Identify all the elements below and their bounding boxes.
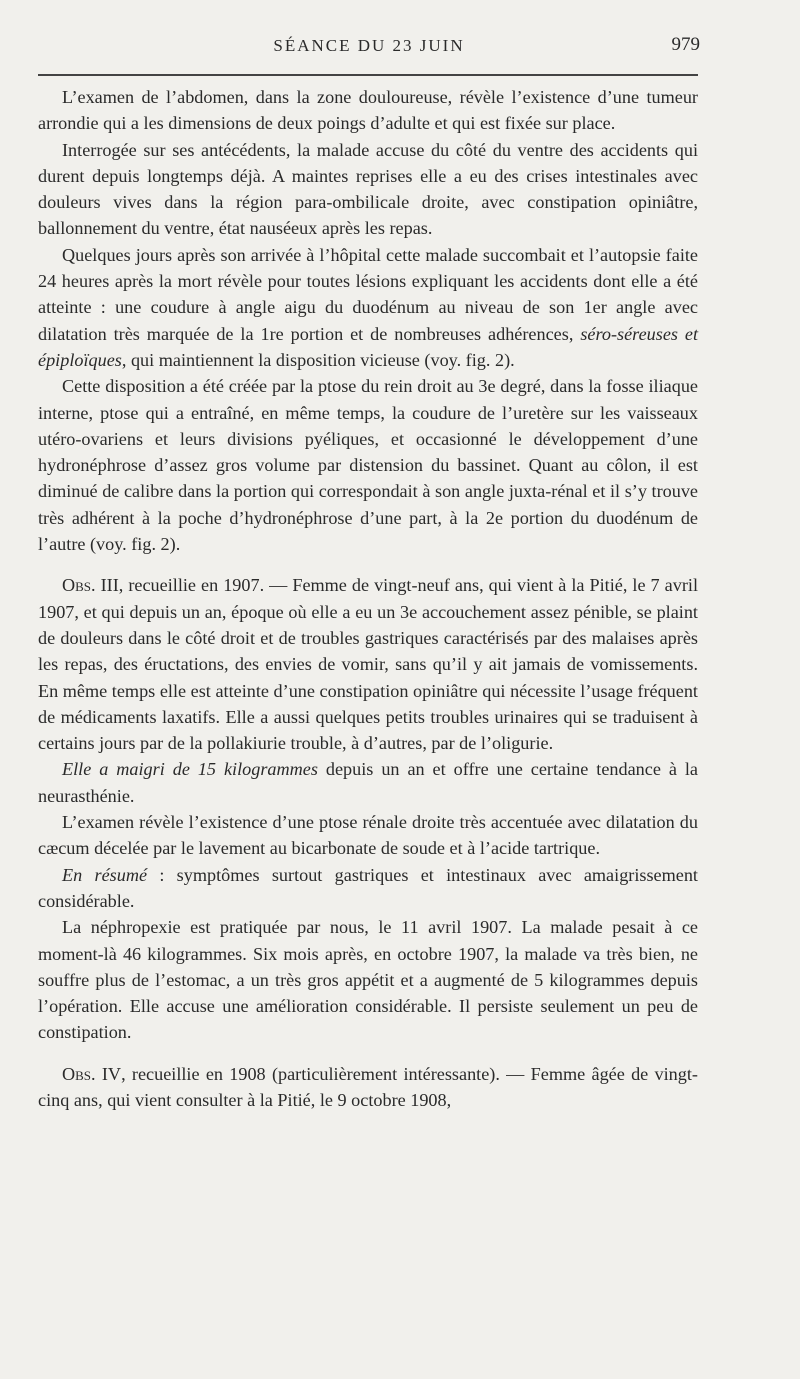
running-header (38, 32, 700, 62)
text-run: , recueillie en 1908 (particulièrement intéressante). — Femme âgée de vingt-cinq ans, qui vient consulter à la Pitié, le 9 octobre 1908, (38, 1063, 698, 1110)
body-text (38, 84, 698, 1113)
paragraph: Cette disposition a été créée par la ptose du rein droit au 3e degré, dans la fosse iliaque interne, ptose qui a entraîné, en même temps, la coudure de l’uretère sur les vaisseaux utéro-ovariens et leurs divisions pyéliques, et occasionné le développement d’une hydronéphrose d’assez gros volume par distension du bassinet. Quant au côlon, il est diminué de calibre dans la portion qui correspondait à son angle juxta-rénal et il s’y trouve très adhérent à la poche d’hydronéphrose d’une part, à la 2e portion du duodénum de l’autre (voy. fig. 2). (38, 376, 698, 555)
paragraph (38, 242, 698, 373)
paragraph: L’examen de l’abdomen, dans la zone douloureuse, révèle l’existence d’une tumeur arrondie qui a les dimensions de deux poings d’adulte et qui est fixée sur place. (38, 87, 698, 134)
header-title: SÉANCE DU 23 JUIN (273, 36, 465, 55)
italic-run: Elle a maigri de 15 kilogrammes (62, 759, 318, 780)
paragraph: La néphropexie est pratiquée par nous, le 11 avril 1907. La malade pesait à ce moment-là 46 kilogrammes. Six mois après, en octobre 1907, la malade va très bien, ne souffre plus de l’estomac, a un très gros appétit et a augmenté de 5 kilogrammes depuis l’opération. Elle accuse une amélioration considérable. Il persiste seulement un peu de constipation. (38, 917, 698, 1043)
paragraph (38, 756, 698, 809)
observation-label: Obs. IV (62, 1063, 122, 1084)
italic-run: séro-séreuses et épiploïques (38, 323, 699, 370)
text-run: , qui maintiennent la disposition vicieuse (voy. fig. 2). (121, 349, 515, 370)
paragraph: Interrogée sur ses antécédents, la malade accuse du côté du ventre des accidents qui durent depuis longtemps déjà. A maintes reprises elle a eu des crises intestinales avec douleurs vives dans la région para-ombilicale droite, avec constipation opiniâtre, ballonnement du ventre, état nauséeux après les repas. (38, 139, 698, 239)
paragraph (38, 862, 698, 915)
text-run: Quelques jours après son arrivée à l’hôpital cette malade succombait et l’autopsie faite 24 heures après la mort révèle pour toutes lésions expliquant les accidents dont elle a été atteinte : une coudure à angle aigu du duodénum au niveau de son 1er angle avec dilatation très marquée de la 1re portion et de nombreuses adhérences, (38, 244, 698, 344)
observation-label: Obs. III (62, 575, 119, 596)
text-run: : symptômes surtout gastriques et intestinaux avec amaigrissement considérable. (38, 864, 698, 911)
observation-paragraph (38, 1061, 698, 1114)
text-run: depuis un an et offre une certaine tendance à la neurasthénie. (38, 759, 698, 806)
header-rule (38, 74, 698, 76)
text-run: , recueillie en 1907. — Femme de vingt-neuf ans, qui vient à la Pitié, le 7 avril 1907, et qui depuis un an, époque où elle a eu un 3e accouchement assez pénible, se plaint de douleurs dans le côté droit et de troubles gastriques caractérisés par des malaises après les repas, des éructations, des envies de vomir, sans qu’il y ait jamais de vomissements. En même temps elle est atteinte d’une constipation opiniâtre qui nécessite l’usage fréquent de médicaments laxatifs. Elle a aussi quelques petits troubles urinaires qui se traduisent à certains jours par de la pollakiurie trouble, à d’autres, par de l’oligurie. (38, 575, 698, 754)
italic-run: En résumé (62, 864, 148, 885)
page-number: 979 (671, 34, 700, 55)
paragraph: L’examen révèle l’existence d’une ptose rénale droite très accentuée avec dilatation du cæcum décelée par le lavement au bicarbonate de soude et à l’acide tartrique. (38, 812, 698, 859)
observation-paragraph (38, 572, 698, 756)
